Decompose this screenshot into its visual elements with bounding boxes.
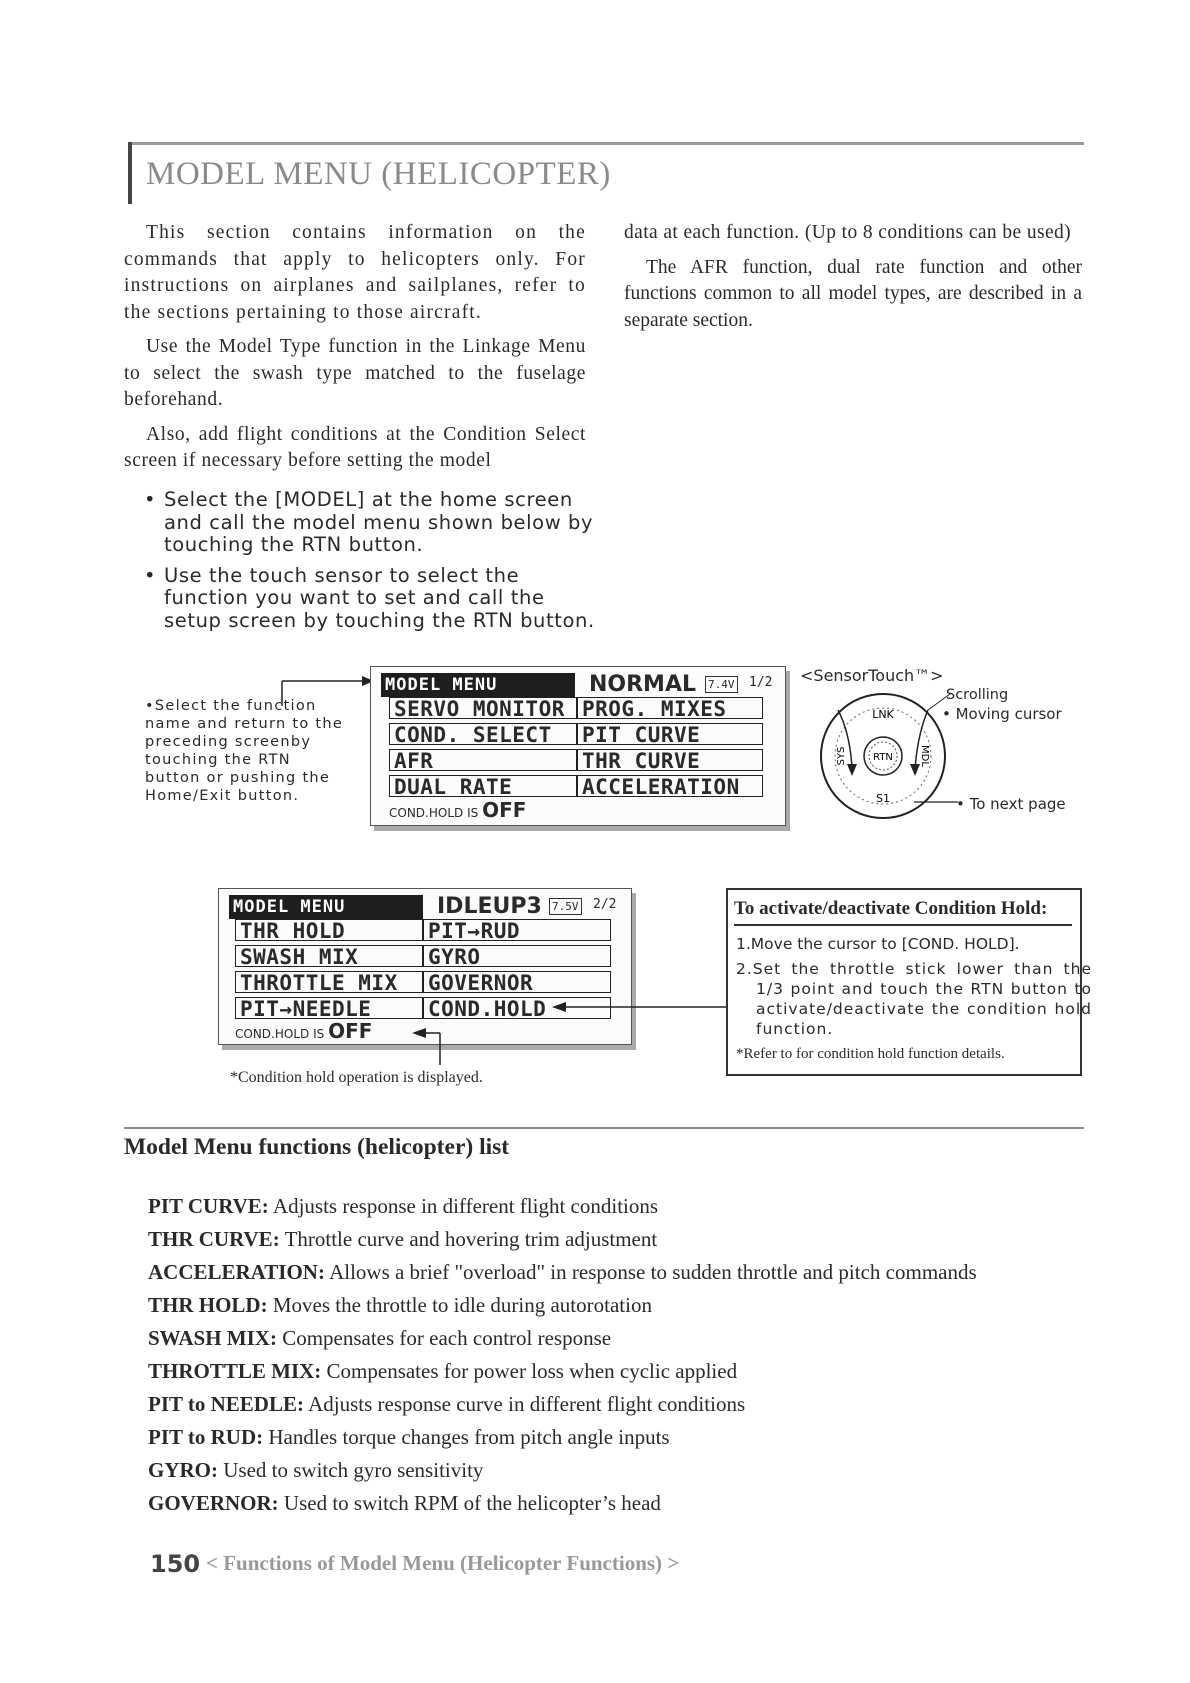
intro-paragraph-5: The AFR function, dual rate function and other functions common to all model types, are described in a separate section. <box>624 256 1082 331</box>
list-item-name: THR CURVE: <box>148 1227 280 1251</box>
pointer-arrowhead-lower <box>412 1028 426 1038</box>
menu-item-cond-hold[interactable]: COND.HOLD <box>423 997 611 1019</box>
list-item <box>148 1325 611 1351</box>
intro-right-column <box>624 220 1082 334</box>
side-note: •Select the function name and return to the preceding screenby touching the RTN button or pushing the Home/Exit button. <box>145 698 344 804</box>
cond-hold-status-label: COND.HOLD IS <box>235 1027 325 1041</box>
list-item <box>148 1193 658 1219</box>
condition-hold-box-title: To activate/deactivate Condition Hold: <box>734 898 1048 919</box>
condition-hold-step-2: 2.Set the throttle stick lower than the 1/3 point and touch the RTN button to activate/deactivate the condition hold function. <box>736 960 1092 1038</box>
menu-item-pit-curve[interactable]: PIT CURVE <box>577 723 763 745</box>
menu-item-throttle-mix[interactable]: THROTTLE MIX <box>235 971 423 993</box>
list-item <box>148 1424 670 1450</box>
menu-item-acceleration[interactable]: ACCELERATION <box>577 775 763 797</box>
battery-voltage: 7.4V <box>705 676 738 693</box>
cond-hold-status <box>235 1019 373 1043</box>
list-item <box>148 1358 737 1384</box>
cond-hold-status-label: COND.HOLD IS <box>389 806 479 820</box>
cond-hold-status <box>389 798 527 822</box>
cond-hold-status-value: OFF <box>482 798 527 822</box>
list-item <box>148 1490 661 1516</box>
intro-paragraph-3: Also, add flight conditions at the Condition Select screen if necessary before setting the model <box>124 423 586 471</box>
list-item <box>148 1226 657 1252</box>
list-item <box>148 1457 483 1483</box>
pointer-arrowhead-upper <box>552 1002 566 1012</box>
list-item <box>148 1259 977 1285</box>
header-rule <box>128 142 1084 145</box>
cond-hold-pointer <box>410 995 736 1070</box>
list-item-desc: Adjusts response in different flight conditions <box>272 1194 659 1218</box>
s1-key[interactable]: S1 <box>876 792 890 805</box>
list-item-name: GOVERNOR: <box>148 1491 279 1515</box>
menu-item-dual-rate[interactable]: DUAL RATE <box>389 775 577 797</box>
cond-hold-status-value: OFF <box>328 1019 373 1043</box>
sensortouch-title: <SensorTouch™> <box>800 666 944 685</box>
bullet-item: • Select the [MODEL] at the home screen and call the model menu shown below by touching the RTN button. <box>144 489 606 557</box>
list-item-name: PIT to RUD: <box>148 1425 264 1449</box>
list-item <box>148 1391 745 1417</box>
list-item-name: SWASH MIX: <box>148 1326 277 1350</box>
list-item-name: THR HOLD: <box>148 1293 268 1317</box>
intro-left-column <box>124 220 586 475</box>
header-bar <box>128 142 132 204</box>
condition-name: IDLEUP3 <box>437 894 542 919</box>
list-item-name: THROTTLE MIX: <box>148 1359 322 1383</box>
menu-item-pit-needle[interactable]: PIT→NEEDLE <box>235 997 423 1019</box>
battery-voltage: 7.5V <box>549 898 582 915</box>
next-page-label: • To next page <box>956 795 1066 813</box>
menu-title-tag: MODEL MENU <box>229 895 423 919</box>
sys-key[interactable]: SYS <box>836 746 847 766</box>
menu-item-cond-select[interactable]: COND. SELECT <box>389 723 577 745</box>
model-menu-screen-page-1 <box>370 666 786 826</box>
scrolling-label: Scrolling <box>946 687 1009 703</box>
condition-hold-box <box>726 888 1092 1076</box>
scroll-arrowhead-left-icon <box>847 764 857 776</box>
menu-item-servo-monitor[interactable]: SERVO MONITOR <box>389 697 577 719</box>
condition-hold-box-rule <box>734 924 1072 926</box>
moving-cursor-label: • Moving cursor <box>942 705 1062 723</box>
scroll-leader <box>928 694 950 710</box>
menu-item-swash-mix[interactable]: SWASH MIX <box>235 945 423 967</box>
screen2-caption: *Condition hold operation is displayed. <box>230 1069 483 1086</box>
menu-item-governor[interactable]: GOVERNOR <box>423 971 611 993</box>
menu-item-prog-mixes[interactable]: PROG. MIXES <box>577 697 763 719</box>
menu-item-gyro[interactable]: GYRO <box>423 945 611 967</box>
sensortouch-dial <box>810 688 960 828</box>
page-number: 150 <box>150 1550 201 1578</box>
list-section-rule <box>124 1127 1084 1129</box>
list-item-desc: Handles torque changes from pitch angle inputs <box>268 1425 670 1449</box>
list-item-name: PIT to NEEDLE: <box>148 1392 304 1416</box>
intro-paragraph-4: data at each function. (Up to 8 conditions can be used) <box>624 222 1072 243</box>
list-item-desc: Throttle curve and hovering trim adjustment <box>284 1227 658 1251</box>
menu-item-thr-curve[interactable]: THR CURVE <box>577 749 763 771</box>
list-item-desc: Allows a brief "overload" in response to sudden throttle and pitch commands <box>329 1260 977 1284</box>
list-item-name: GYRO: <box>148 1458 218 1482</box>
condition-hold-note: *Refer to for condition hold function details. <box>736 1046 1005 1062</box>
mdl-key[interactable]: MDL <box>919 745 930 767</box>
footer-section-title: < Functions of Model Menu (Helicopter Functions) > <box>206 1551 680 1575</box>
menu-item-afr[interactable]: AFR <box>389 749 577 771</box>
list-item-name: PIT CURVE: <box>148 1194 269 1218</box>
page-indicator: 2/2 <box>593 897 617 912</box>
note-arrow <box>270 670 380 710</box>
scroll-arrowhead-icon <box>910 764 920 776</box>
list-item-desc: Compensates for power loss when cyclic applied <box>326 1359 738 1383</box>
page-indicator: 1/2 <box>749 675 773 690</box>
instruction-bullets <box>144 489 606 640</box>
list-item-desc: Used to switch RPM of the helicopter’s head <box>283 1491 661 1515</box>
intro-paragraph-1: This section contains information on the commands that apply to helicopters only. For instructions on airplanes and sailplanes, refer to the sections pertaining to those aircraft. <box>124 222 586 323</box>
list-item <box>148 1292 652 1318</box>
bullet-item: • Use the touch sensor to select the function you want to set and call the setup screen by touching the RTN button. <box>144 565 606 633</box>
lnk-key[interactable]: LNK <box>872 708 894 721</box>
menu-item-thr-hold[interactable]: THR HOLD <box>235 919 423 941</box>
list-item-desc: Compensates for each control response <box>282 1326 612 1350</box>
list-item-desc: Moves the throttle to idle during autorotation <box>272 1293 652 1317</box>
list-item-name: ACCELERATION: <box>148 1260 325 1284</box>
rtn-key[interactable]: RTN <box>873 752 893 763</box>
list-section-title: Model Menu functions (helicopter) list <box>124 1134 510 1160</box>
condition-hold-step-1: 1.Move the cursor to [COND. HOLD]. <box>736 935 1020 953</box>
list-item-desc: Used to switch gyro sensitivity <box>223 1458 484 1482</box>
menu-title-tag: MODEL MENU <box>381 673 575 697</box>
list-item-desc: Adjusts response curve in different flight conditions <box>308 1392 746 1416</box>
page-title: MODEL MENU (HELICOPTER) <box>146 156 611 192</box>
condition-name: NORMAL <box>589 672 696 697</box>
intro-paragraph-2: Use the Model Type function in the Linkage Menu to select the swash type matched to the fuselage beforehand. <box>124 336 586 410</box>
menu-item-pit-rud[interactable]: PIT→RUD <box>423 919 611 941</box>
